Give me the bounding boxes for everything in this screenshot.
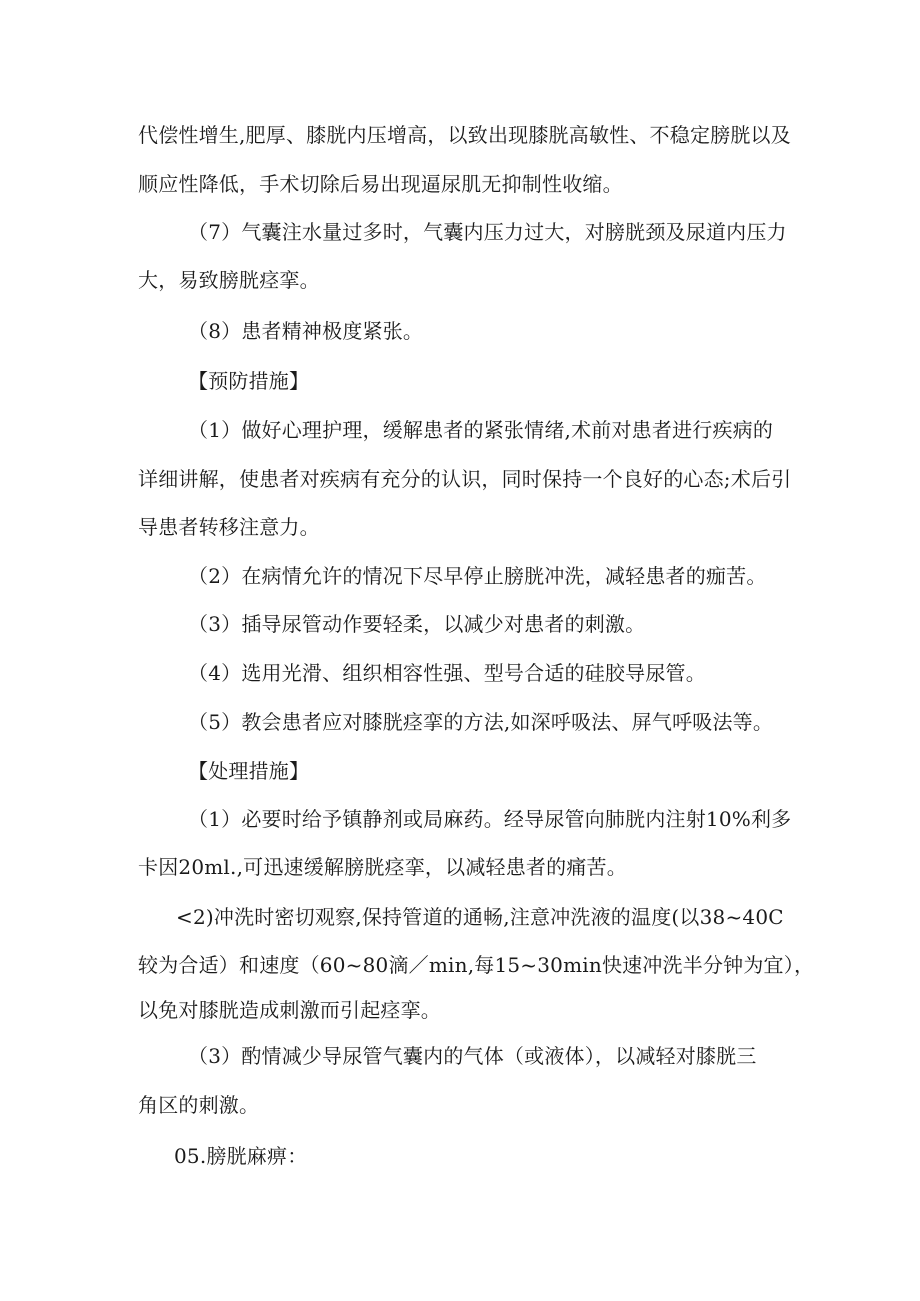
body-text-line: （4）选用光滑、组织相容性强、型号合适的硅胶导尿管。 [188,661,706,685]
body-text-line: （3）酌情减少导尿管气囊内的气体（或液体），以减轻对膝胱三 [188,1044,757,1068]
body-text-line: （5）教会患者应对膝胱痉挛的方法,如深呼吸法、屏气呼吸法等。 [188,710,774,734]
body-text-line: 大，易致膀胱痉挛。 [138,268,320,292]
body-text-line: 顺应性降低，手术切除后易出现逼尿肌无抑制性收缩。 [138,172,623,196]
section-heading: 05.膀胱麻痹： [174,1144,308,1168]
body-text-line: 卡因20ml.,可迅速缓解膀胱痉挛，以减轻患者的痛苦。 [138,855,627,879]
body-text-line: （1）做好心理护理，缓解患者的紧张情绪,术前对患者进行疾病的 [188,418,774,442]
body-text-line: 导患者转移注意力。 [138,515,320,539]
body-text-line: 详细讲解，使患者对疾病有充分的认识，同时保持一个良好的心态;术后引 [138,467,792,491]
body-text-line: 代偿性增生,肥厚、膝胱内压增高，以致出现膝胱高敏性、不稳定膀胱以及 [138,123,791,147]
section-heading: 【预防措施】 [188,369,310,393]
body-text-line: 较为合适）和速度（60~80滴／min,每15~30min快速冲洗半分钟为宜）， [138,953,815,977]
body-text-line: <2)冲洗时密切观察,保持管道的通畅,注意冲洗液的温度(以38~40C [176,905,784,929]
body-text-line: （7）气囊注水量过多时，气囊内压力过大，对膀胱颈及尿道内压力 [188,220,787,244]
section-heading: 【处理措施】 [188,759,310,783]
body-text-line: （8）患者精神极度紧张。 [188,319,424,343]
body-text-line: （3）插导尿管动作要轻柔，以减少对患者的刺激。 [188,612,646,636]
body-text-line: （1）必要时给予镇静剂或局麻药。经导尿管向肺胱内注射10%利多 [188,807,792,831]
body-text-line: 角区的刺激。 [138,1093,260,1117]
body-text-line: 以免对膝胱造成刺激而引起痉挛。 [138,998,441,1022]
body-text-line: （2）在病情允许的情况下尽早停止膀胱冲洗，减轻患者的痂苦。 [188,564,767,588]
